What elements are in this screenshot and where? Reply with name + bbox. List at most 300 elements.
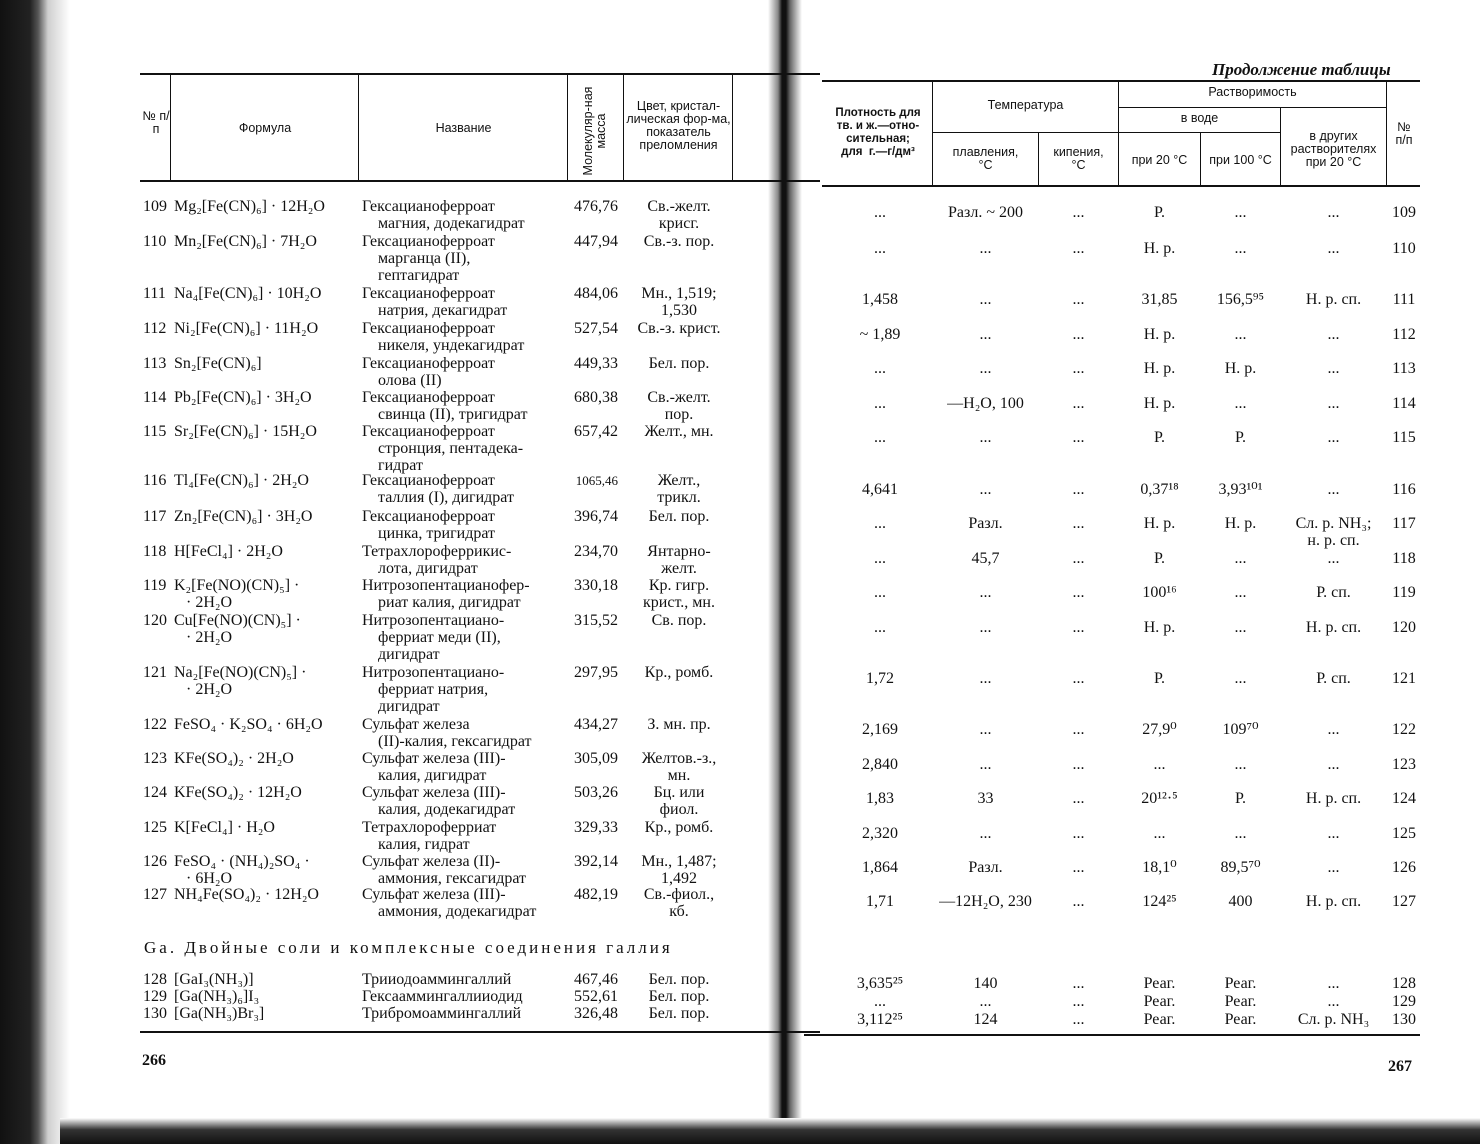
other-solvents: ... [1327,429,1340,446]
other-solvents: ... [1327,721,1340,738]
melting-point: —H₂O, 100 [947,395,1024,412]
molar-mass: 467,46 [574,971,618,988]
color-form: Св.-з. крист. [637,320,721,337]
solubility-20: ... [1153,756,1166,773]
melting-point: ... [979,326,992,343]
molar-mass: 484,06 [574,285,618,302]
color-form: Желт., трикл. [657,472,701,506]
solubility-100: ... [1234,204,1247,221]
solubility-100: ... [1234,825,1247,842]
header-sub-rule [1119,132,1280,133]
molar-mass: 234,70 [574,543,618,560]
header-bottom-rule [140,180,820,182]
boiling-point: ... [1072,481,1085,498]
color-form: Св.-желт. крисг. [647,198,711,232]
row-number: 130 [1392,1011,1416,1028]
row-number: 125 [1392,825,1416,842]
solubility-100: ... [1234,584,1247,601]
header-bottom-rule [822,185,1420,187]
melting-point: ... [979,481,992,498]
solubility-100: 109⁷⁰ [1222,721,1259,738]
boiling-point: ... [1072,550,1085,567]
melting-point: ... [979,291,992,308]
solubility-100: ... [1234,395,1247,412]
compound-name: Сульфат железа (II)- аммония, гексагидрат [362,853,527,887]
melting-point: ... [979,619,992,636]
molar-mass: 657,42 [574,423,618,440]
row-number: 127 [143,886,167,903]
other-solvents: ... [1327,859,1340,876]
color-form: Мн., 1,487; 1,492 [641,853,717,887]
color-form: Мн., 1,519; 1,530 [641,285,717,319]
row-number: 118 [143,543,167,560]
formula: Tl₄[Fe(CN)₆] · 2H₂O [174,472,309,489]
other-solvents: Н. р. сп. [1305,790,1362,807]
solubility-100: Реаг. [1224,1011,1257,1028]
row-number: 110 [1392,240,1416,257]
compound-name: Трибромоаммингаллий [362,1005,522,1022]
boiling-point: ... [1072,859,1085,876]
solubility-100: ... [1234,240,1247,257]
density: 1,864 [862,859,898,876]
row-number: 130 [143,1005,167,1022]
formula: K[FeCl₄] · H₂O [174,819,275,836]
solubility-100: Реаг. [1224,975,1257,992]
row-number: 116 [143,472,167,489]
density: 1,83 [866,790,894,807]
molar-mass: 396,74 [574,508,618,525]
compound-name: Гексацианоферроат марганца (II), гептагидрат [362,233,495,284]
other-solvents: Н. р. сп. [1305,893,1362,910]
header-top-rule [140,73,820,75]
compound-name: Тетрахлороферрикис- лота, дигидрат [362,543,512,577]
center-gutter [768,0,802,1144]
density: ... [874,204,886,221]
row-number: 126 [1392,859,1416,876]
boiling-point: ... [1072,291,1085,308]
density: ... [874,240,886,257]
compound-name: Сульфат железа (III)- калия, додекагидрат [362,784,516,818]
header-other-solvents: в других растворителях при 20 °С [1290,129,1377,169]
molar-mass: 315,52 [574,612,618,629]
row-number: 122 [1392,721,1416,738]
solubility-20: Р. [1154,429,1165,446]
boiling-point: ... [1072,240,1085,257]
row-number: 109 [1392,204,1416,221]
solubility-20: Р. [1154,550,1165,567]
formula: Mg₂[Fe(CN)₆] · 12H₂O [174,198,325,215]
solubility-20: Н. р. [1143,515,1176,532]
formula: Na₂[Fe(NO)(CN)₅] · · 2H₂O [174,664,307,698]
density: 2,840 [862,756,898,773]
density: 1,71 [866,893,894,910]
header-in-water: в воде [1180,111,1219,125]
color-form: З. мн. пр. [647,716,711,733]
row-number: 127 [1392,893,1416,910]
other-solvents: Сл. р. NH₃; н. р. сп. [1295,515,1372,549]
melting-point: —12H₂O, 230 [939,893,1032,910]
header-density: Плотность для тв. и ж.—отно- сительная; для г.—г/дм³ [835,107,921,158]
solubility-20: 27,9⁰ [1142,721,1177,738]
header-color-form: Цвет, кристал-лическая фор-ма, показатель преломления [626,99,731,152]
header-divider [732,75,733,180]
solubility-100: Реаг. [1224,993,1257,1010]
molar-mass: 476,76 [574,198,618,215]
melting-point: 140 [973,975,998,992]
header-divider [358,75,359,180]
density: ... [874,395,886,412]
boiling-point: ... [1072,825,1085,842]
solubility-100: 400 [1228,893,1253,910]
color-form: Св.-з. пор. [643,233,715,250]
table-bottom-rule [804,1034,1420,1036]
density: 1,72 [866,670,894,687]
compound-name: Гексацианоферроат стронция, пентадека- гидрат [362,423,524,474]
solubility-100: Р. [1235,790,1246,807]
row-number: 128 [1392,975,1416,992]
formula: Ni₂[Fe(CN)₆] · 11H₂O [174,320,319,337]
header-num: № п/п [142,109,170,136]
header-formula: Формула [238,121,292,135]
boiling-point: ... [1072,584,1085,601]
solubility-100: ... [1234,326,1247,343]
molar-mass: 449,33 [574,355,618,372]
melting-point: ... [979,670,992,687]
solubility-20: ... [1153,825,1166,842]
formula: Na₄[Fe(CN)₆] · 10H₂O [174,285,322,302]
boiling-point: ... [1072,515,1085,532]
solubility-20: 124²⁵ [1142,893,1177,910]
molar-mass: 434,27 [574,716,618,733]
solubility-20: 0,37¹⁸ [1140,481,1179,498]
boiling-point: ... [1072,993,1085,1010]
row-number: 115 [1392,429,1416,446]
solubility-20: Реаг. [1143,1011,1176,1028]
solubility-20: 31,85 [1141,291,1178,308]
other-solvents: Р. сп. [1316,670,1351,687]
molar-mass: 297,95 [574,664,618,681]
boiling-point: ... [1072,619,1085,636]
color-form: Св.-желт. пор. [647,389,711,423]
color-form: Бел. пор. [648,1005,710,1022]
header-boiling: кипения, °С [1053,145,1104,172]
color-form: Кр., ромб. [644,664,714,681]
compound-name: Нитрозопентациано- ферриат меди (II), дигидрат [362,612,505,663]
header-divider [567,75,568,180]
boiling-point: ... [1072,893,1085,910]
compound-name: Сульфат железа (III)- аммония, додекагидрат [362,886,537,920]
row-number: 113 [1392,360,1416,377]
color-form: Св. пор. [651,612,707,629]
solubility-20: Реаг. [1143,993,1176,1010]
melting-point: ... [979,584,992,601]
header-num-right: № п/п [1395,120,1413,147]
molar-mass: 447,94 [574,233,618,250]
header-melting: плавления, °С [952,145,1019,172]
solubility-20: Реаг. [1143,975,1176,992]
density: 1,458 [862,291,898,308]
molar-mass: 329,33 [574,819,618,836]
row-number: 120 [143,612,167,629]
header-sub-rule [933,132,1118,133]
solubility-20: Н. р. [1143,240,1176,257]
formula: KFe(SO₄)₂ · 2H₂O [174,750,294,767]
row-number: 119 [1392,584,1416,601]
compound-name: Гексацианоферроат цинка, тригидрат [362,508,496,542]
density: ... [874,429,886,446]
other-solvents: ... [1327,240,1340,257]
formula: [GaI₃(NH₃)] [174,971,254,988]
formula: [Ga(NH₃)Br₃] [174,1005,265,1022]
boiling-point: ... [1072,326,1085,343]
formula: NH₄Fe(SO₄)₂ · 12H₂O [174,886,319,903]
density: 2,169 [862,721,898,738]
melting-point: ... [979,429,992,446]
header-divider [623,75,624,180]
row-number: 129 [143,988,167,1005]
solubility-100: Н. р. [1224,360,1257,377]
density: 3,112²⁵ [857,1011,903,1028]
other-solvents: ... [1327,550,1340,567]
density: ... [874,515,886,532]
row-number: 110 [143,233,167,250]
density: 3,635²⁵ [856,975,904,992]
density: ... [874,993,886,1010]
header-solubility: Растворимость [1208,85,1297,99]
gallium-section-title: Ga. Двойные соли и комплексные соединения галлия [144,938,673,957]
melting-point: Разл. [968,859,1003,876]
header-sub-rule [1119,107,1386,108]
row-number: 121 [1392,670,1416,687]
solubility-100: 89,5⁷⁰ [1220,859,1261,876]
solubility-20: Р. [1154,204,1165,221]
solubility-100: ... [1234,550,1247,567]
other-solvents: ... [1327,756,1340,773]
molar-mass: 326,48 [574,1005,618,1022]
row-number: 123 [143,750,167,767]
color-form: Бел. пор. [648,355,710,372]
melting-point: ... [979,240,992,257]
melting-point: ... [979,993,992,1010]
header-name: Название [435,121,492,135]
molar-mass: 503,26 [574,784,618,801]
row-number: 126 [143,853,167,870]
color-form: Бц. или фиол. [653,784,705,818]
row-number: 114 [143,389,167,406]
row-number: 109 [143,198,167,215]
formula: Sr₂[Fe(CN)₆] · 15H₂O [174,423,317,440]
melting-point: ... [979,360,992,377]
density: ... [874,584,886,601]
other-solvents: Сл. р. NH₃ [1297,1011,1370,1028]
other-solvents: ... [1327,395,1340,412]
compound-name: Гексацианоферроат свинца (II), тригидрат [362,389,528,423]
header-top-rule [822,80,1420,82]
header-molar-mass: Молекуляр-ная масса [581,86,608,176]
solubility-100: Н. р. [1224,515,1257,532]
other-solvents: ... [1327,975,1340,992]
melting-point: ... [979,756,992,773]
solubility-20: Н. р. [1143,326,1176,343]
page-number-right: 267 [1388,1058,1412,1075]
row-number: 120 [1392,619,1416,636]
solubility-100: 3,93¹⁰¹ [1218,481,1263,498]
solubility-100: ... [1234,670,1247,687]
formula: Cu[Fe(NO)(CN)₅] · · 2H₂O [174,612,301,646]
density: ... [874,360,886,377]
solubility-20: 20¹²·⁵ [1141,790,1178,807]
formula: H[FeCl₄] · 2H₂O [174,543,283,560]
row-number: 117 [143,508,167,525]
molar-mass: 1065,46 [575,473,618,488]
boiling-point: ... [1072,721,1085,738]
row-number: 116 [1392,481,1416,498]
melting-point: ... [979,825,992,842]
solubility-20: Н. р. [1143,360,1176,377]
row-number: 118 [1392,550,1416,567]
color-form: Кр., ромб. [644,819,714,836]
density: 4,641 [862,481,898,498]
color-form: Желт., мн. [644,423,714,440]
melting-point: Разл. [968,515,1003,532]
row-number: 113 [143,355,167,372]
compound-name: Трииодоаммингаллий [362,971,512,988]
other-solvents: ... [1327,993,1340,1010]
row-number: 112 [1392,326,1416,343]
row-number: 111 [143,285,166,302]
solubility-20: 100¹⁶ [1142,584,1177,601]
color-form: Кр. гигр. крист., мн. [643,577,715,611]
formula: Sn₂[Fe(CN)₆] [174,355,262,372]
boiling-point: ... [1072,204,1085,221]
melting-point: 45,7 [971,550,1000,567]
melting-point: Разл. ~ 200 [948,204,1023,221]
compound-name: Сульфат железа (II)-калия, гексагидрат [362,716,532,750]
row-number: 112 [143,320,167,337]
table-bottom-rule [140,1031,820,1033]
left-page [70,0,770,1144]
color-form: Янтарно- желт. [647,543,711,577]
melting-point: ... [979,721,992,738]
melting-point: 124 [973,1011,998,1028]
molar-mass: 392,14 [574,853,618,870]
boiling-point: ... [1072,790,1085,807]
molar-mass: 552,61 [574,988,618,1005]
compound-name: Сульфат железа (III)- калия, дигидрат [362,750,506,784]
formula: FeSO₄ · (NH₄)₂SO₄ · · 6H₂O [174,853,310,887]
color-form: Св.-фиол., кб. [643,886,715,920]
row-number: 121 [143,664,167,681]
row-number: 125 [143,819,167,836]
header-divider [170,75,171,180]
row-number: 128 [143,971,167,988]
molar-mass: 482,19 [574,886,618,903]
density: ... [874,619,886,636]
formula: FeSO₄ · K₂SO₄ · 6H₂O [174,716,323,733]
continuation-title: Продолжение таблицы [1212,60,1391,79]
compound-name: Гексааммингаллииодид [362,988,523,1005]
compound-name: Тетрахлороферриат калия, гидрат [362,819,497,853]
row-number: 124 [1392,790,1416,807]
other-solvents: ... [1327,204,1340,221]
other-solvents: ... [1327,326,1340,343]
row-number: 124 [143,784,167,801]
boiling-point: ... [1072,975,1085,992]
solubility-20: Н. р. [1143,395,1176,412]
header-divider [1386,82,1387,185]
color-form: Желтов.-з., мн. [641,750,717,784]
compound-name: Нитрозопентацианофер- риат калия, дигидрат [362,577,530,611]
boiling-point: ... [1072,360,1085,377]
header-temperature: Температура [987,98,1064,112]
compound-name: Гексацианоферроат магния, додекагидрат [362,198,525,232]
other-solvents: Н. р. сп. [1305,619,1362,636]
other-solvents: ... [1327,360,1340,377]
formula: Pb₂[Fe(CN)₆] · 3H₂O [174,389,312,406]
formula: [Ga(NH₃)₆]I₃ [174,988,260,1005]
left-spine-shadow [0,0,70,1144]
row-number: 119 [143,577,167,594]
page-number-left: 266 [142,1052,166,1069]
compound-name: Гексацианоферроат таллия (I), дигидрат [362,472,514,506]
molar-mass: 305,09 [574,750,618,767]
formula: KFe(SO₄)₂ · 12H₂O [174,784,302,801]
solubility-20: 18,1⁰ [1142,859,1177,876]
density: ... [874,550,886,567]
solubility-20: Р. [1154,670,1165,687]
formula: K₂[Fe(NO)(CN)₅] · · 2H₂O [174,577,300,611]
density: 2,320 [862,825,898,842]
row-number: 114 [1392,395,1416,412]
compound-name: Нитрозопентациано- ферриат натрия, дигидрат [362,664,505,715]
row-number: 115 [143,423,167,440]
melting-point: 33 [977,790,994,807]
color-form: Бел. пор. [648,971,710,988]
boiling-point: ... [1072,756,1085,773]
boiling-point: ... [1072,395,1085,412]
header-at-100: при 100 °С [1209,153,1272,167]
boiling-point: ... [1072,429,1085,446]
compound-name: Гексацианоферроат олова (II) [362,355,495,389]
compound-name: Гексацианоферроат никеля, ундекагидрат [362,320,525,354]
right-page [800,0,1480,1144]
color-form: Бел. пор. [648,988,710,1005]
other-solvents: ... [1327,825,1340,842]
other-solvents: Р. сп. [1316,584,1351,601]
molar-mass: 527,54 [574,320,618,337]
row-number: 111 [1392,291,1416,308]
solubility-100: ... [1234,619,1247,636]
molar-mass: 680,38 [574,389,618,406]
formula: Mn₂[Fe(CN)₆] · 7H₂O [174,233,317,250]
other-solvents: ... [1327,481,1340,498]
other-solvents: Н. р. сп. [1305,291,1362,308]
color-form: Бел. пор. [648,508,710,525]
row-number: 117 [1392,515,1416,532]
row-number: 123 [1392,756,1416,773]
molar-mass: 330,18 [574,577,618,594]
solubility-100: Р. [1235,429,1246,446]
row-number: 129 [1392,993,1416,1010]
compound-name: Гексацианоферроат натрия, декагидрат [362,285,508,319]
density: ~ 1,89 [859,326,901,343]
formula: Zn₂[Fe(CN)₆] · 3H₂O [174,508,313,525]
row-number: 122 [143,716,167,733]
header-at-20: при 20 °С [1131,153,1188,167]
solubility-20: Н. р. [1143,619,1176,636]
boiling-point: ... [1072,1011,1085,1028]
boiling-point: ... [1072,670,1085,687]
